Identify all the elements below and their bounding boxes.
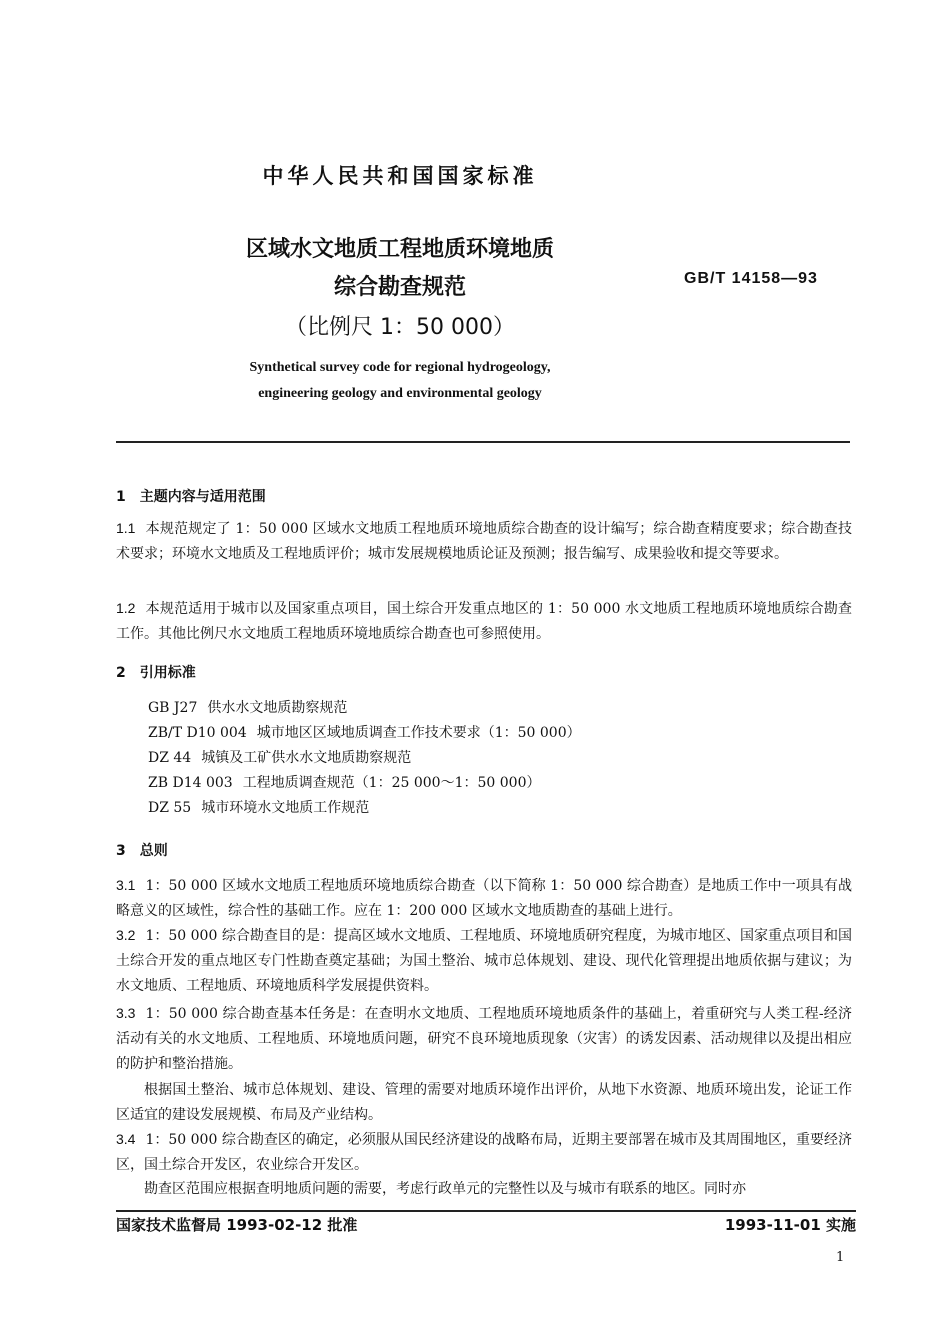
english-title-line-2: engineering geology and environmental geology — [258, 386, 542, 401]
national-standard-label: 中华人民共和国国家标准 — [262, 164, 538, 188]
header-divider — [116, 441, 850, 443]
paragraph-3-4 — [116, 1127, 852, 1178]
reference-item — [148, 796, 581, 821]
reference-code: DZ 55 — [148, 800, 192, 816]
implementation-date: 1993-11-01 实施 — [724, 1216, 856, 1234]
reference-title: 城市地区区域地质调查工作技术要求（1：50 000） — [256, 725, 581, 741]
reference-code: DZ 44 — [148, 750, 192, 766]
clause-text: 1：50 000 综合勘查目的是：提高区域水文地质、工程地质、环境地质研究程度，为城市地区、国家重点项目和国土综合开发的重点地区专门性勘查奠定基础；为国土整治、城市总体规划、建设、现代化管理提出地质依据与建议；为水文地质、工程地质、环境地质科学发展提供资料。 — [116, 928, 852, 994]
paragraph-1-1 — [116, 516, 852, 567]
clause-text: 本规范规定了 1：50 000 区域水文地质工程地质环境地质综合勘查的设计编写；综合勘查精度要求；综合勘查技术要求；环境水文地质及工程地质评价；城市发展规模地质论证及预测；报告编写、成果验收和提交等要求。 — [116, 521, 852, 562]
paragraph-3-3 — [116, 1001, 852, 1077]
standard-code: GB/T 14158—93 — [684, 270, 818, 287]
reference-item — [148, 746, 581, 771]
reference-code: GB J27 — [148, 700, 198, 716]
clause-text: 1：50 000 综合勘查区的确定，必须服从国民经济建设的战略布局，近期主要部署在城市及其周围地区，重要经济区，国土综合开发区，农业综合开发区。 — [116, 1132, 852, 1173]
approval-date: 国家技术监督局 1993-02-12 批准 — [116, 1216, 358, 1234]
page-number: 1 — [836, 1250, 845, 1265]
title-line-3: （比例尺 1：50 000） — [285, 315, 515, 340]
clause-number: 3.2 — [116, 927, 136, 943]
clause-number: 1.1 — [116, 520, 136, 536]
clause-number: 3.4 — [116, 1131, 136, 1147]
reference-title: 城市环境水文地质工作规范 — [201, 800, 370, 816]
english-title-line-1: Synthetical survey code for regional hydrogeology, — [249, 360, 551, 375]
clause-number: 3.3 — [116, 1005, 136, 1021]
footer-divider — [116, 1210, 856, 1212]
reference-list — [148, 696, 581, 821]
reference-item — [148, 721, 581, 746]
clause-number: 1.2 — [116, 600, 136, 616]
paragraph-3-1 — [116, 873, 852, 924]
reference-title: 工程地质调查规范（1：25 000～1：50 000） — [242, 775, 541, 791]
clause-text: 1：50 000 区域水文地质工程地质环境地质综合勘查（以下简称 1：50 000 综合勘查）是地质工作中一项具有战略意义的区域性，综合性的基础工作。应在 1：200 000 区域水文地质勘查的基础上进行。 — [116, 878, 852, 919]
title-line-1: 区域水文地质工程地质环境地质 — [245, 237, 554, 262]
paragraph-3-3-continued: 根据国土整治、城市总体规划、建设、管理的需要对地质环境作出评价，从地下水资源、地质环境出发，论证工作区适宜的建设发展规模、布局及产业结构。 — [116, 1082, 852, 1123]
clause-number: 3.1 — [116, 877, 136, 893]
paragraph-1-2 — [116, 596, 852, 647]
title-line-2: 综合勘查规范 — [333, 275, 466, 300]
reference-code: ZB D14 003 — [148, 775, 233, 791]
reference-title: 城镇及工矿供水水文地质勘察规范 — [201, 750, 412, 766]
reference-code: ZB/T D10 004 — [148, 725, 247, 741]
paragraph-3-2 — [116, 923, 852, 999]
paragraph-3-4-continued: 勘查区范围应根据查明地质问题的需要，考虑行政单元的完整性以及与城市有联系的地区。同时亦 — [144, 1181, 746, 1197]
clause-text: 1：50 000 综合勘查基本任务是：在查明水文地质、工程地质环境地质条件的基础上，着重研究与人类工程-经济活动有关的水文地质、工程地质、环境地质问题，研究不良环境地质现象（灾害）的诱发因素、活动规律以及提出相应的防护和整治措施。 — [116, 1006, 852, 1072]
section-2-heading: 2 引用标准 — [116, 665, 196, 681]
section-1-heading: 1 主题内容与适用范围 — [116, 489, 266, 505]
clause-text: 本规范适用于城市以及国家重点项目，国土综合开发重点地区的 1：50 000 水文地质工程地质环境地质综合勘查工作。其他比例尺水文地质工程地质环境地质综合勘查也可参照使用。 — [116, 601, 852, 642]
reference-item — [148, 696, 581, 721]
reference-title: 供水水文地质勘察规范 — [207, 700, 348, 716]
section-3-heading: 3 总则 — [116, 843, 168, 859]
reference-item — [148, 771, 581, 796]
